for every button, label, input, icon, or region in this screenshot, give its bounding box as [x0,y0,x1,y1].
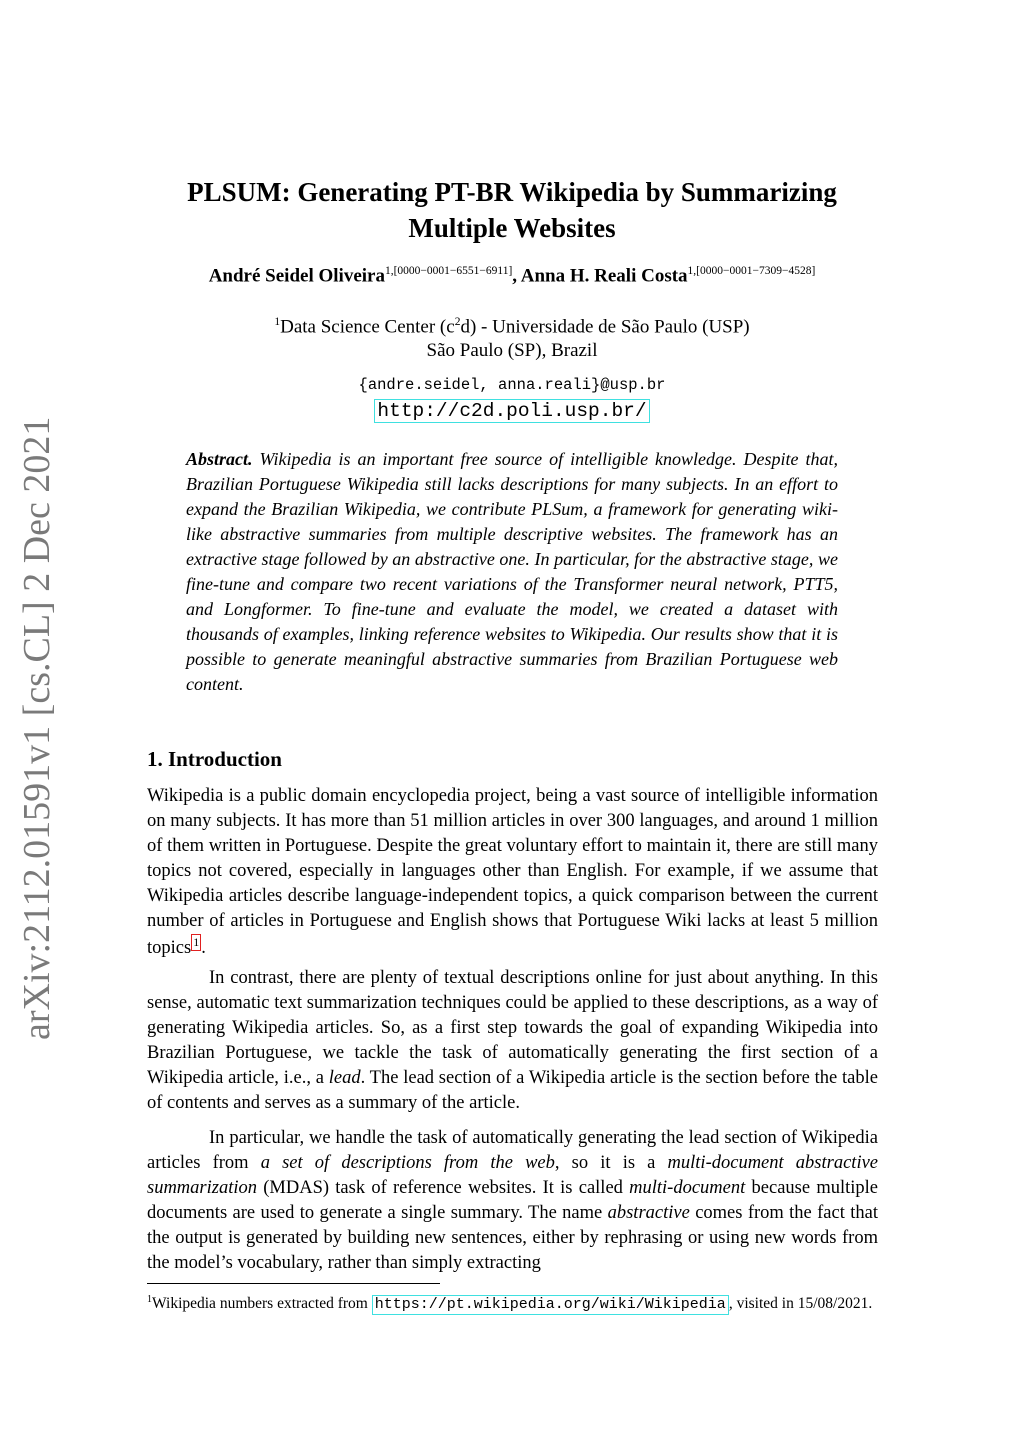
section-heading-introduction: 1. Introduction [147,747,282,771]
intro-p2-text-b: . The lead section of a Wikipedia article is the section before the table of contents and serves as a summary of the article. [147,1068,878,1113]
affiliation [100,310,924,363]
intro-p3-emphasis-4: abstractive [607,1203,690,1223]
intro-p3-text-b: , so it is a [554,1153,668,1173]
intro-p3-emphasis-3: multi-document [629,1178,746,1198]
affiliation-text-a: Data Science Center (c [280,316,455,338]
affiliation-line-1 [100,310,924,339]
intro-p1-end: . [201,938,206,959]
intro-p1-text: Wikipedia is a public domain encyclopedia project, being a vast source of intelligible information on many subjects. It has more than 51 million articles in over 300 languages, and around 1 million of them written in Portuguese. Despite the great voluntary effort to maintain it, there are still many topics not covered, especially in languages other than English. For example, if we assume that Wikipedia articles describe language-independent topics, a quick comparison between the current number of articles in Portuguese and English shows that Portuguese Wiki lacks at least 5 million topics [147,786,878,959]
author-1-name: André Seidel Oliveira [208,265,385,287]
intro-p3-emphasis-1: a set of descriptions from the web [260,1153,555,1173]
footnote [147,1289,878,1315]
intro-p3-text-d: because multiple documents are used to generate a single summary. The name [147,1178,878,1223]
intro-p2-text-a: In contrast, there are plenty of textual descriptions online for just about anything. In this sense, automatic text summarization techniques could be applied to these descriptions, as a way of generating Wikipedia articles. So, as a first step towards the goal of expanding Wikipedia into Brazilian Portuguese, we tackle the task of automatically generating the first section of a Wikipedia article, i.e., a [147,968,878,1088]
footnote-divider [147,1283,440,1284]
author-separator: , [512,265,521,287]
author-1-orcid: 1,[0000−0001−6551−6911] [384,265,513,277]
intro-paragraph-2 [147,966,878,1116]
intro-p2-emphasis: lead [328,1068,361,1088]
footnote-number: 1 [147,1294,152,1305]
intro-p3-text-c: (MDAS) task of reference websites. It is called [257,1178,630,1198]
intro-paragraph-1 [147,784,878,961]
author-emails: {andre.seidel, anna.reali}@usp.br [358,376,666,394]
footnote-text-b: , visited in 15/08/2021. [728,1295,873,1313]
affiliation-c2d-sup: 2 [454,316,461,328]
paper-title [100,174,924,246]
intro-p3-text-a: In particular, we handle the task of automatically generating the lead section of Wikipedia articles from [147,1128,878,1173]
affiliation-sup: 1 [274,316,281,328]
author-2-name: Anna H. Reali Costa [520,265,688,287]
title-line-2: Multiple Websites [408,213,616,243]
footnote-url-link[interactable]: https://pt.wikipedia.org/wiki/Wikipedia [372,1295,729,1315]
arxiv-identifier: arXiv:2112.01591v1 [cs.CL] 2 Dec 2021 [16,416,58,1040]
intro-paragraph-3 [147,1126,878,1276]
contact [100,374,924,423]
abstract-text: Wikipedia is an important free source of intelligible knowledge. Despite that, Brazilian Portuguese Wikipedia still lacks descriptions for many subjects. In an effort to expand the Brazilian Wikipedia, we contribute PLSum, a framework for generating wiki-like abstractive summaries from multiple descriptive websites. The framework has an extractive stage followed by an abstractive one. In particular, for the abstractive stage, we fine-tune and compare two recent variations of the Transformer neural network, PTT5, and Longformer. To fine-tune and evaluate the model, we created a dataset with thousands of examples, linking reference websites to Wikipedia. Our results show that it is possible to generate meaningful abstractive summaries from Brazilian Portuguese web content. [186,449,838,694]
website-link[interactable]: http://c2d.poli.usp.br/ [374,399,649,423]
footnote-ref-link[interactable]: 1 [193,935,200,949]
title-line-1: PLSUM: Generating PT-BR Wikipedia by Summarizing [187,177,837,207]
intro-p3-emphasis-2: multi-document abstractive summarization [147,1153,879,1198]
affiliation-text-b: d) - Universidade de São Paulo (USP) [460,316,750,338]
intro-p3-text-e: comes from the fact that the output is generated by building new sentences, either by rephrasing or using new words from the model’s vocabulary, rather than simply extracting [147,1203,878,1273]
affiliation-line-2: São Paulo (SP), Brazil [426,340,598,362]
author-2-orcid: 1,[0000−0001−7309−4528] [687,265,816,277]
abstract-label: Abstract. [186,449,253,469]
author-list [100,258,924,289]
footnote-text-a: Wikipedia numbers extracted from [152,1295,372,1313]
abstract [186,447,838,697]
